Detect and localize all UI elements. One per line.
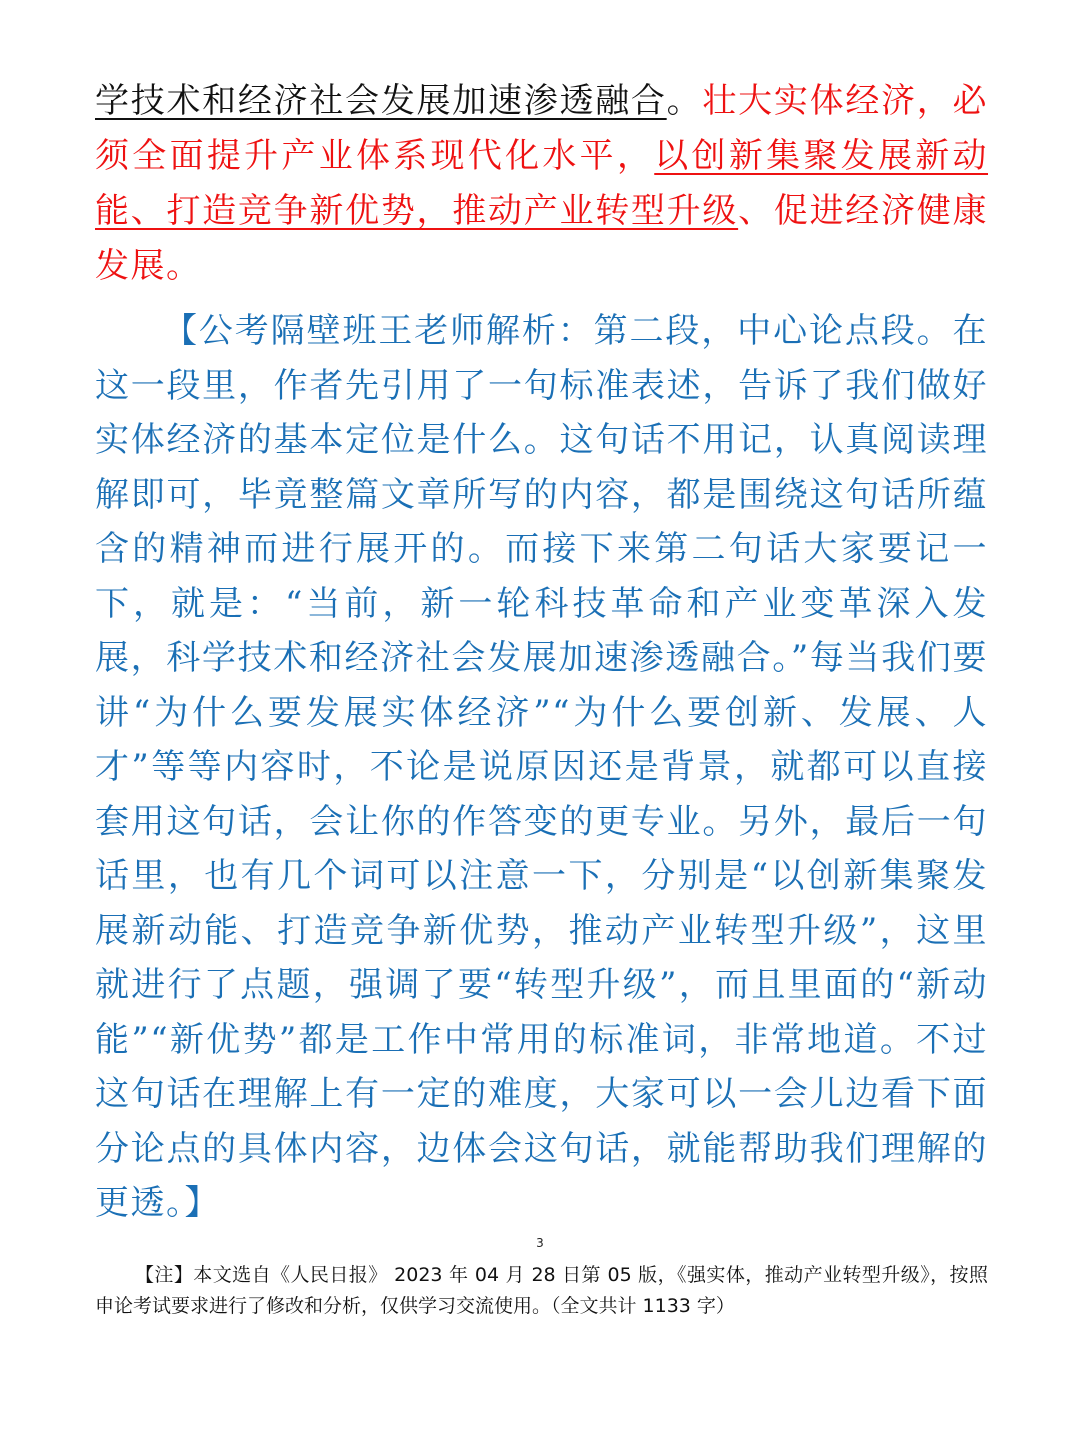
page-number: 3 [536, 1236, 544, 1250]
main-paragraph [95, 74, 988, 294]
red-sentence: 壮大实体经济，必须全面提升产业体系现代化水平， [95, 81, 989, 176]
black-punctuation: 。 [666, 81, 703, 121]
red-sentence-end: 、促进经济健康发展。 [95, 191, 988, 286]
footnote: 【注】本文选自《人民日报》 2023 年 04 月 28 日第 05 版，《强实体，推动产业转型升级》，按照申论考试要求进行了修改和分析，仅供学习交流使用。（全文共计 1133 字） [95, 1264, 988, 1317]
analysis-paragraph: 【公考隔壁班王老师解析：第二段，中心论点段。在这一段里，作者先引用了一句标准表述，告诉了我们做好实体经济的基本定位是什么。这句话不用记，认真阅读理解即可，毕竟整篇文章所写的内容，都是围绕这句话所蕴含的精神而进行展开的。而接下来第二句话大家要记一下，就是：“当前，新一轮科技革命和产业变革深入发展，科学技术和经济社会发展加速渗透融合。”每当我们要讲“为什么要发展实体经济”“为什么要创新、发展、人才”等等内容时，不论是说原因还是背景，就都可以直接套用这句话，会让你的作答变的更专业。另外，最后一句话里，也有几个词可以注意一下，分别是“以创新集聚发展新动能、打造竞争新优势，推动产业转型升级”，这里就进行了点题，强调了要“转型升级”，而且里面的“新动能”“新优势”都是工作中常用的标准词，非常地道。不过这句话在理解上有一定的难度，大家可以一会儿边看下面分论点的具体内容，边体会这句话，就能帮助我们理解的更透。】 [95, 311, 988, 1223]
underlined-red-phrase: 以创新集聚发展新动能、打造竞争新优势，推动产业转型升级 [95, 136, 989, 231]
underlined-black-phrase: 学技术和经济社会发展加速渗透融合 [95, 81, 667, 121]
